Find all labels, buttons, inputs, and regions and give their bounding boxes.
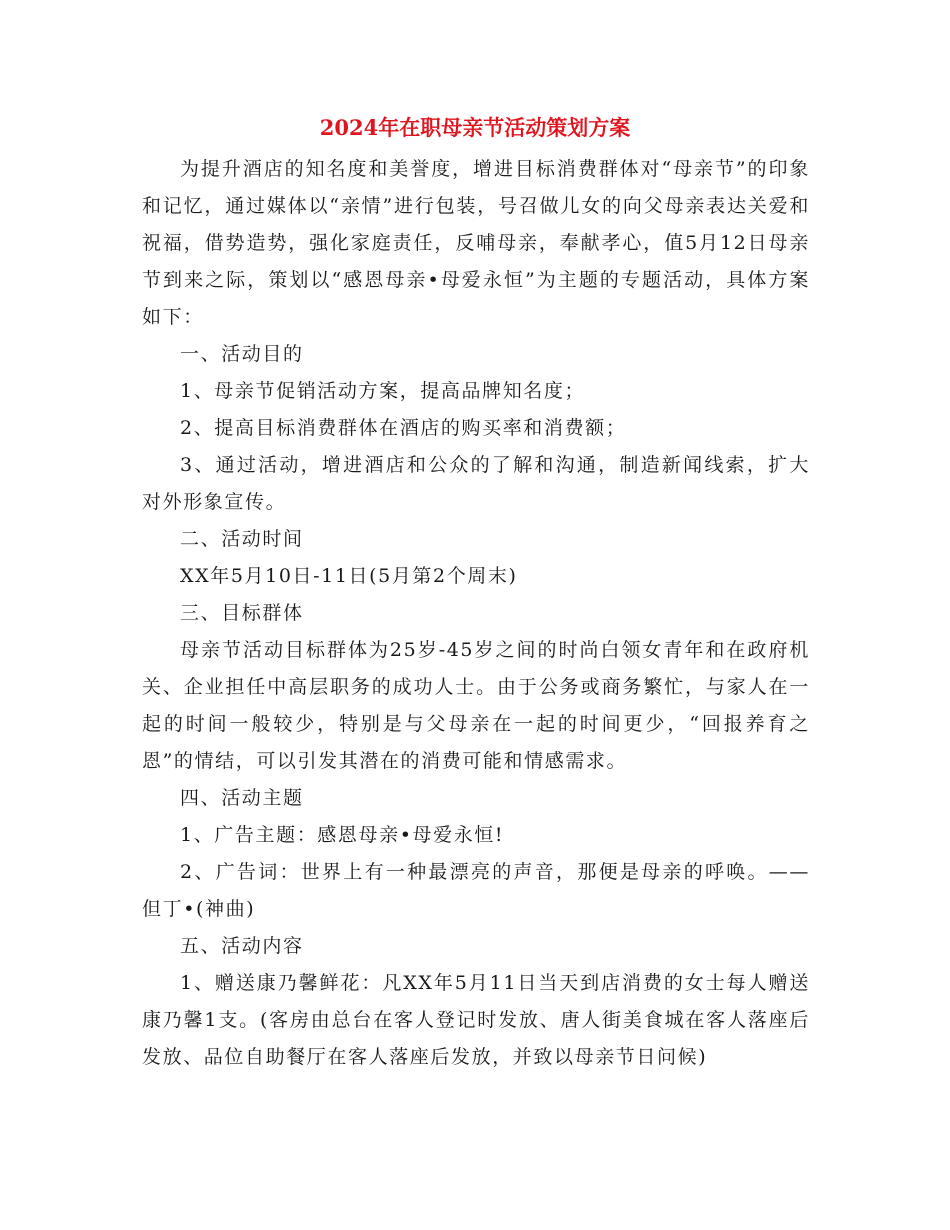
body-paragraph: XX年5月10日-11日(5月第2个周末) — [180, 565, 518, 587]
section-heading: 二、活动时间 — [180, 528, 304, 550]
body-paragraph: 母亲节活动目标群体为25岁-45岁之间的时尚白领女青年和在政府机关、企业担任中高层职务的成功人士。由于公务或商务繁忙，与家人在一起的时间一般较少，特别是与父母亲在一起的时间更少，“回报养育之恩”的情结，可以引发其潜在的消费可能和情感需求。 — [142, 639, 810, 772]
list-item: 3、通过活动，增进酒店和公众的了解和沟通，制造新闻线索，扩大对外形象宣传。 — [142, 454, 810, 513]
section-heading: 四、活动主题 — [180, 787, 304, 809]
list-item: 1、母亲节促销活动方案，提高品牌知名度； — [180, 380, 586, 402]
section-heading: 五、活动内容 — [180, 935, 304, 957]
document-title: 2024年在职母亲节活动策划方案 — [319, 115, 631, 140]
section-heading: 一、活动目的 — [180, 343, 304, 365]
list-item: 1、广告主题：感恩母亲•母爱永恒! — [180, 824, 505, 846]
list-item: 2、广告词：世界上有一种最漂亮的声音，那便是母亲的呼唤。——但丁•(神曲) — [142, 861, 810, 920]
section-heading: 三、目标群体 — [180, 602, 304, 624]
intro-paragraph: 为提升酒店的知名度和美誉度，增进目标消费群体对“母亲节”的印象和记忆，通过媒体以“亲情”进行包装，号召做儿女的向父母亲表达关爱和祝福，借势造势，强化家庭责任，反哺母亲，奉献孝心，值5月12日母亲节到来之际，策划以“感恩母亲•母爱永恒”为主题的专题活动，具体方案如下： — [142, 158, 810, 328]
list-item: 2、提高目标消费群体在酒店的购买率和消费额； — [180, 417, 627, 439]
list-item: 1、赠送康乃馨鲜花：凡XX年5月11日当天到店消费的女士每人赠送康乃馨1支。(客房由总台在客人登记时发放、唐人街美食城在客人落座后发放、品位自助餐厅在客人落座后发放，并致以母亲节日问候) — [142, 972, 810, 1068]
document-body — [142, 151, 810, 1076]
